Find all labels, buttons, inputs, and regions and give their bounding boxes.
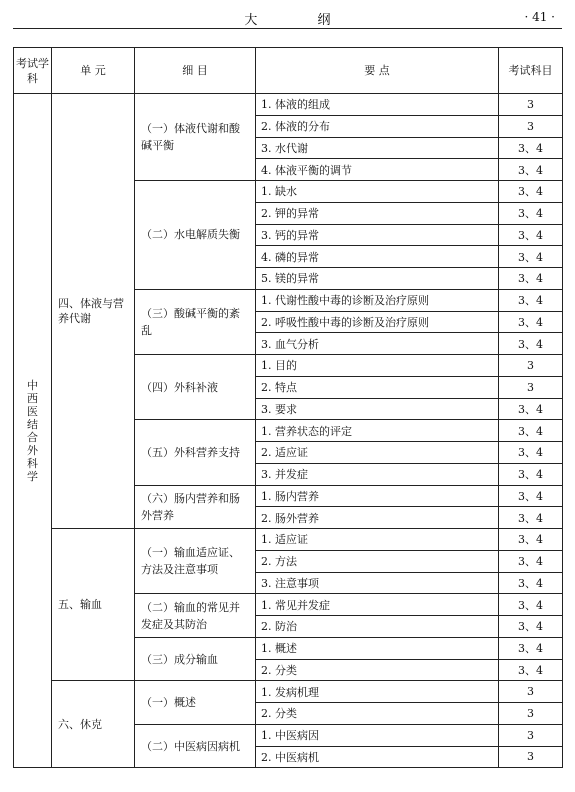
point-cell: 3. 并发症 bbox=[256, 463, 499, 485]
exam-subject-cell: 3、4 bbox=[499, 202, 563, 224]
page-number: · 41 · bbox=[524, 10, 555, 24]
point-cell: 2. 防治 bbox=[256, 616, 499, 638]
detail-cell: （一）输血适应证、方法及注意事项 bbox=[135, 529, 256, 594]
point-cell: 2. 方法 bbox=[256, 550, 499, 572]
exam-subject-cell: 3、4 bbox=[499, 616, 563, 638]
point-cell: 4. 磷的异常 bbox=[256, 246, 499, 268]
detail-cell: （二）中医病因病机 bbox=[135, 724, 256, 768]
header-rule bbox=[13, 28, 562, 29]
point-cell: 1. 适应证 bbox=[256, 529, 499, 551]
exam-subject-cell: 3、4 bbox=[499, 181, 563, 203]
detail-cell: （五）外科营养支持 bbox=[135, 420, 256, 485]
table-row bbox=[14, 529, 563, 551]
point-cell: 2. 体液的分布 bbox=[256, 115, 499, 137]
point-cell: 2. 肠外营养 bbox=[256, 507, 499, 529]
detail-cell: （二）水电解质失衡 bbox=[135, 181, 256, 290]
exam-subject-cell: 3、4 bbox=[499, 594, 563, 616]
exam-subject-cell: 3、4 bbox=[499, 159, 563, 181]
exam-subject-cell: 3 bbox=[499, 376, 563, 398]
exam-subject-cell: 3 bbox=[499, 115, 563, 137]
discipline-cell bbox=[14, 94, 52, 768]
exam-subject-cell: 3、4 bbox=[499, 507, 563, 529]
col-header-unit: 单 元 bbox=[52, 48, 135, 94]
table-body bbox=[14, 94, 563, 768]
detail-cell: （三）成分输血 bbox=[135, 637, 256, 681]
point-cell: 1. 中医病因 bbox=[256, 724, 499, 746]
point-cell: 1. 目的 bbox=[256, 355, 499, 377]
point-cell: 3. 要求 bbox=[256, 398, 499, 420]
point-cell: 2. 呼吸性酸中毒的诊断及治疗原则 bbox=[256, 311, 499, 333]
exam-subject-cell: 3、4 bbox=[499, 333, 563, 355]
col-header-subject: 考试学科 bbox=[14, 48, 52, 94]
point-cell: 1. 缺水 bbox=[256, 181, 499, 203]
exam-subject-cell: 3、4 bbox=[499, 463, 563, 485]
exam-subject-cell: 3、4 bbox=[499, 311, 563, 333]
exam-subject-cell: 3、4 bbox=[499, 529, 563, 551]
table-header-row bbox=[14, 48, 563, 94]
exam-subject-cell: 3、4 bbox=[499, 442, 563, 464]
detail-cell: （四）外科补液 bbox=[135, 355, 256, 420]
col-header-subjects: 考试科目 bbox=[499, 48, 563, 94]
col-header-points: 要 点 bbox=[256, 48, 499, 94]
exam-subject-cell: 3、4 bbox=[499, 637, 563, 659]
point-cell: 4. 体液平衡的调节 bbox=[256, 159, 499, 181]
point-cell: 1. 肠内营养 bbox=[256, 485, 499, 507]
exam-subject-cell: 3、4 bbox=[499, 398, 563, 420]
detail-cell: （一）概述 bbox=[135, 681, 256, 725]
point-cell: 2. 中医病机 bbox=[256, 746, 499, 768]
table-row bbox=[14, 681, 563, 703]
exam-subject-cell: 3 bbox=[499, 355, 563, 377]
exam-subject-cell: 3 bbox=[499, 703, 563, 725]
point-cell: 2. 钾的异常 bbox=[256, 202, 499, 224]
point-cell: 1. 体液的组成 bbox=[256, 94, 499, 116]
unit-cell: 六、休克 bbox=[52, 681, 135, 768]
detail-cell: （三）酸碱平衡的紊乱 bbox=[135, 289, 256, 354]
point-cell: 2. 分类 bbox=[256, 703, 499, 725]
point-cell: 2. 分类 bbox=[256, 659, 499, 681]
point-cell: 3. 水代谢 bbox=[256, 137, 499, 159]
point-cell: 1. 代谢性酸中毒的诊断及治疗原则 bbox=[256, 289, 499, 311]
point-cell: 3. 血气分析 bbox=[256, 333, 499, 355]
syllabus-table bbox=[13, 47, 563, 768]
exam-subject-cell: 3、4 bbox=[499, 224, 563, 246]
table-row bbox=[14, 94, 563, 116]
unit-cell: 四、体液与营养代谢 bbox=[52, 94, 135, 529]
exam-subject-cell: 3、4 bbox=[499, 485, 563, 507]
exam-subject-cell: 3、4 bbox=[499, 268, 563, 290]
discipline-label: 中西医结合外科学 bbox=[27, 378, 38, 483]
exam-subject-cell: 3 bbox=[499, 724, 563, 746]
point-cell: 1. 营养状态的评定 bbox=[256, 420, 499, 442]
exam-subject-cell: 3、4 bbox=[499, 246, 563, 268]
point-cell: 5. 镁的异常 bbox=[256, 268, 499, 290]
exam-subject-cell: 3 bbox=[499, 681, 563, 703]
point-cell: 3. 钙的异常 bbox=[256, 224, 499, 246]
detail-cell: （六）肠内营养和肠外营养 bbox=[135, 485, 256, 529]
exam-subject-cell: 3、4 bbox=[499, 659, 563, 681]
col-header-detail: 细 目 bbox=[135, 48, 256, 94]
point-cell: 1. 常见并发症 bbox=[256, 594, 499, 616]
exam-subject-cell: 3、4 bbox=[499, 137, 563, 159]
point-cell: 2. 适应证 bbox=[256, 442, 499, 464]
exam-subject-cell: 3、4 bbox=[499, 289, 563, 311]
detail-cell: （二）输血的常见并发症及其防治 bbox=[135, 594, 256, 638]
point-cell: 2. 特点 bbox=[256, 376, 499, 398]
page-title: 大 纲 bbox=[244, 13, 359, 28]
exam-subject-cell: 3 bbox=[499, 94, 563, 116]
point-cell: 1. 概述 bbox=[256, 637, 499, 659]
point-cell: 1. 发病机理 bbox=[256, 681, 499, 703]
unit-cell: 五、输血 bbox=[52, 529, 135, 681]
exam-subject-cell: 3 bbox=[499, 746, 563, 768]
exam-subject-cell: 3、4 bbox=[499, 420, 563, 442]
point-cell: 3. 注意事项 bbox=[256, 572, 499, 594]
exam-subject-cell: 3、4 bbox=[499, 550, 563, 572]
detail-cell: （一）体液代谢和酸碱平衡 bbox=[135, 94, 256, 181]
exam-subject-cell: 3、4 bbox=[499, 572, 563, 594]
